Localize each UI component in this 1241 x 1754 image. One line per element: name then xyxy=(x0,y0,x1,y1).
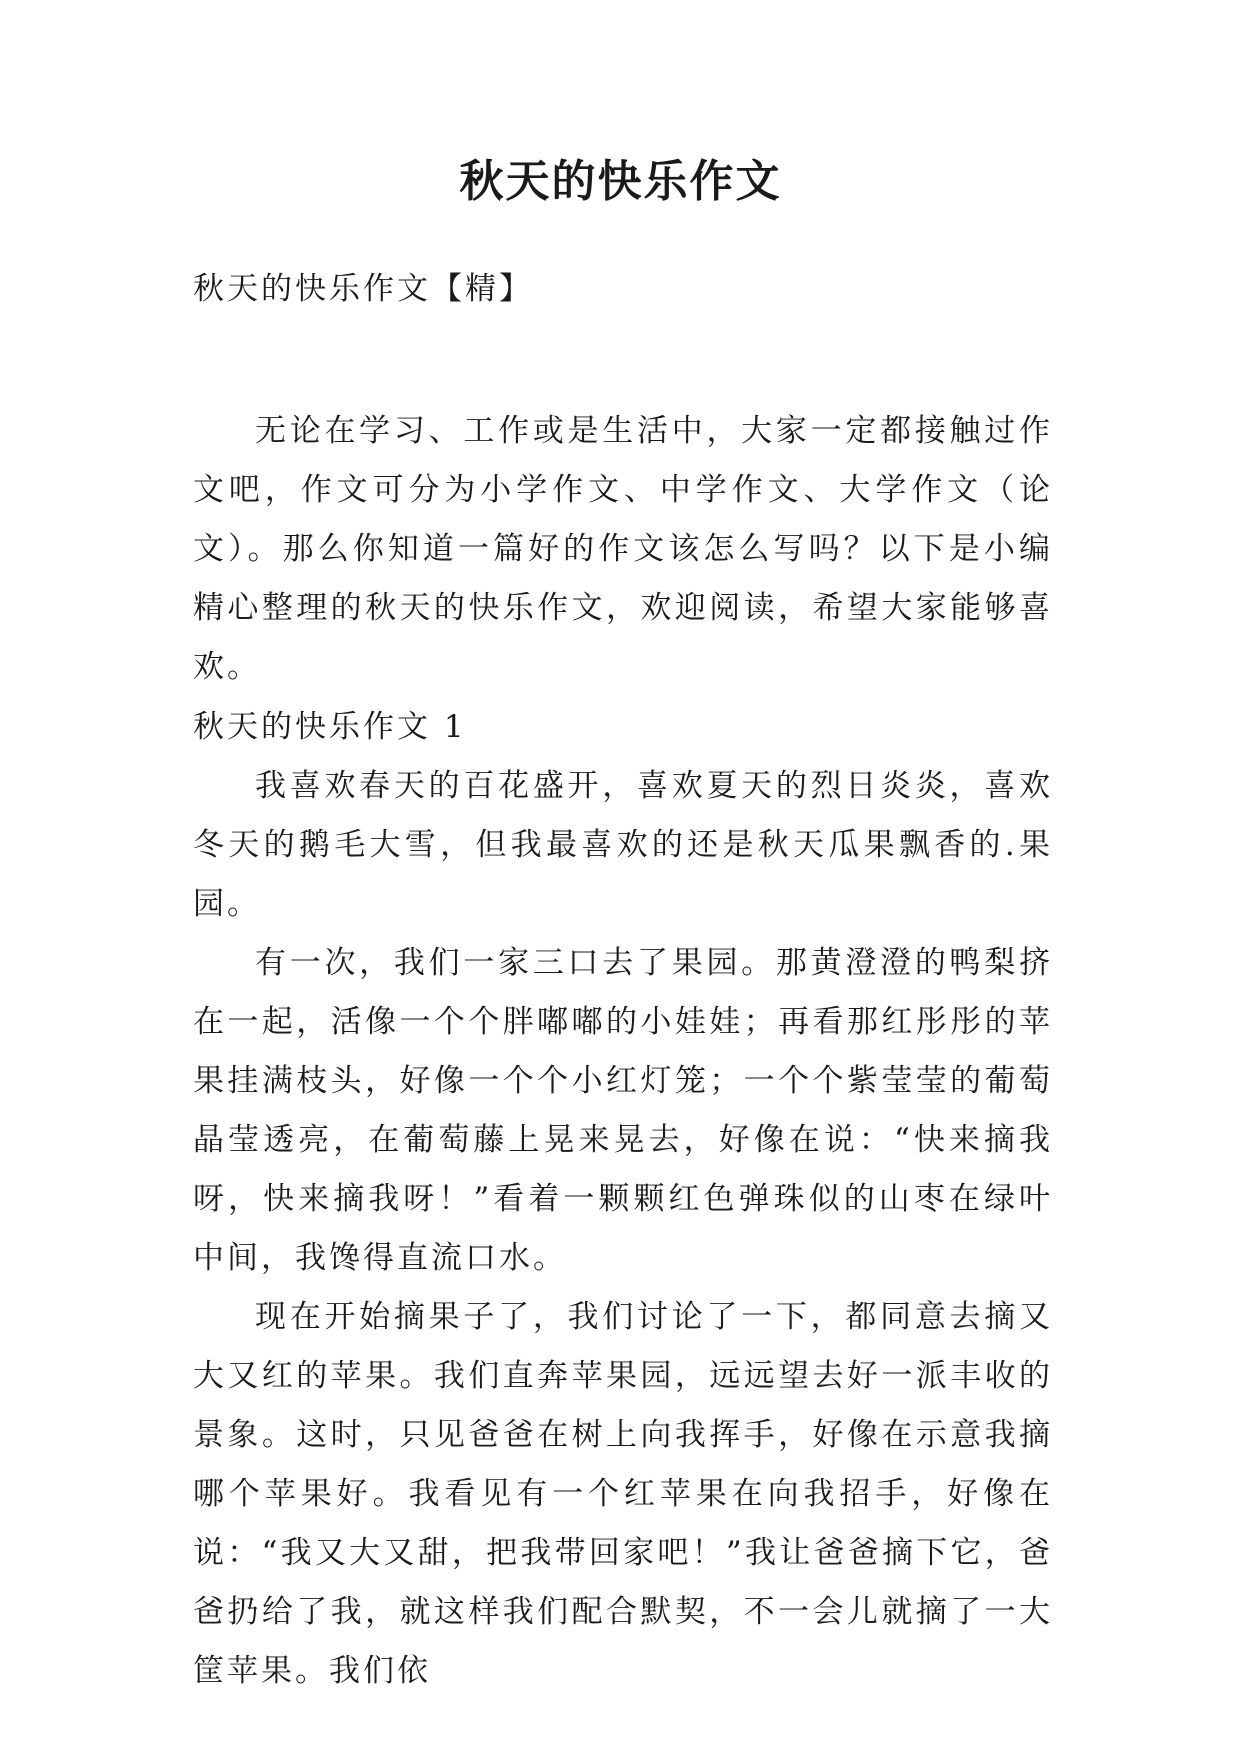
paragraph-3: 现在开始摘果子了，我们讨论了一下，都同意去摘又大又红的苹果。我们直奔苹果园，远远望去好一派丰收的景象。这时，只见爸爸在树上向我挥手，好像在示意我摘哪个苹果好。我看见有一个红苹果在向我招手，好像在说：“我又大又甜，把我带回家吧！”我让爸爸摘下它，爸爸扔给了我，就这样我们配合默契，不一会儿就摘了一大筐苹果。我们依 xyxy=(193,1299,1053,1689)
intro-paragraph: 无论在学习、工作或是生活中，大家一定都接触过作文吧，作文可分为小学作文、中学作文、大学作文（论文）。那么你知道一篇好的作文该怎么写吗？以下是小编精心整理的秋天的快乐作文，欢迎阅读，希望大家能够喜欢。 xyxy=(193,413,1053,685)
paragraph-1: 我喜欢春天的百花盛开，喜欢夏天的烈日炎炎，喜欢冬天的鹅毛大雪，但我最喜欢的还是秋天瓜果飘香的.果园。 xyxy=(193,768,1053,922)
section-content xyxy=(193,757,1053,1701)
section-heading: 秋天的快乐作文 1 xyxy=(193,709,467,745)
document-title: 秋天的快乐作文 xyxy=(459,156,782,207)
paragraph-2: 有一次，我们一家三口去了果园。那黄澄澄的鸭梨挤在一起，活像一个个胖嘟嘟的小娃娃；再看那红彤彤的苹果挂满枝头，好像一个个小红灯笼；一个个紫莹莹的葡萄晶莹透亮，在葡萄藤上晃来晃去，好像在说：“快来摘我呀，快来摘我呀！”看着一颗颗红色弹珠似的山枣在绿叶中间，我馋得直流口水。 xyxy=(193,945,1053,1276)
document-subtitle: 秋天的快乐作文【精】 xyxy=(193,271,533,307)
